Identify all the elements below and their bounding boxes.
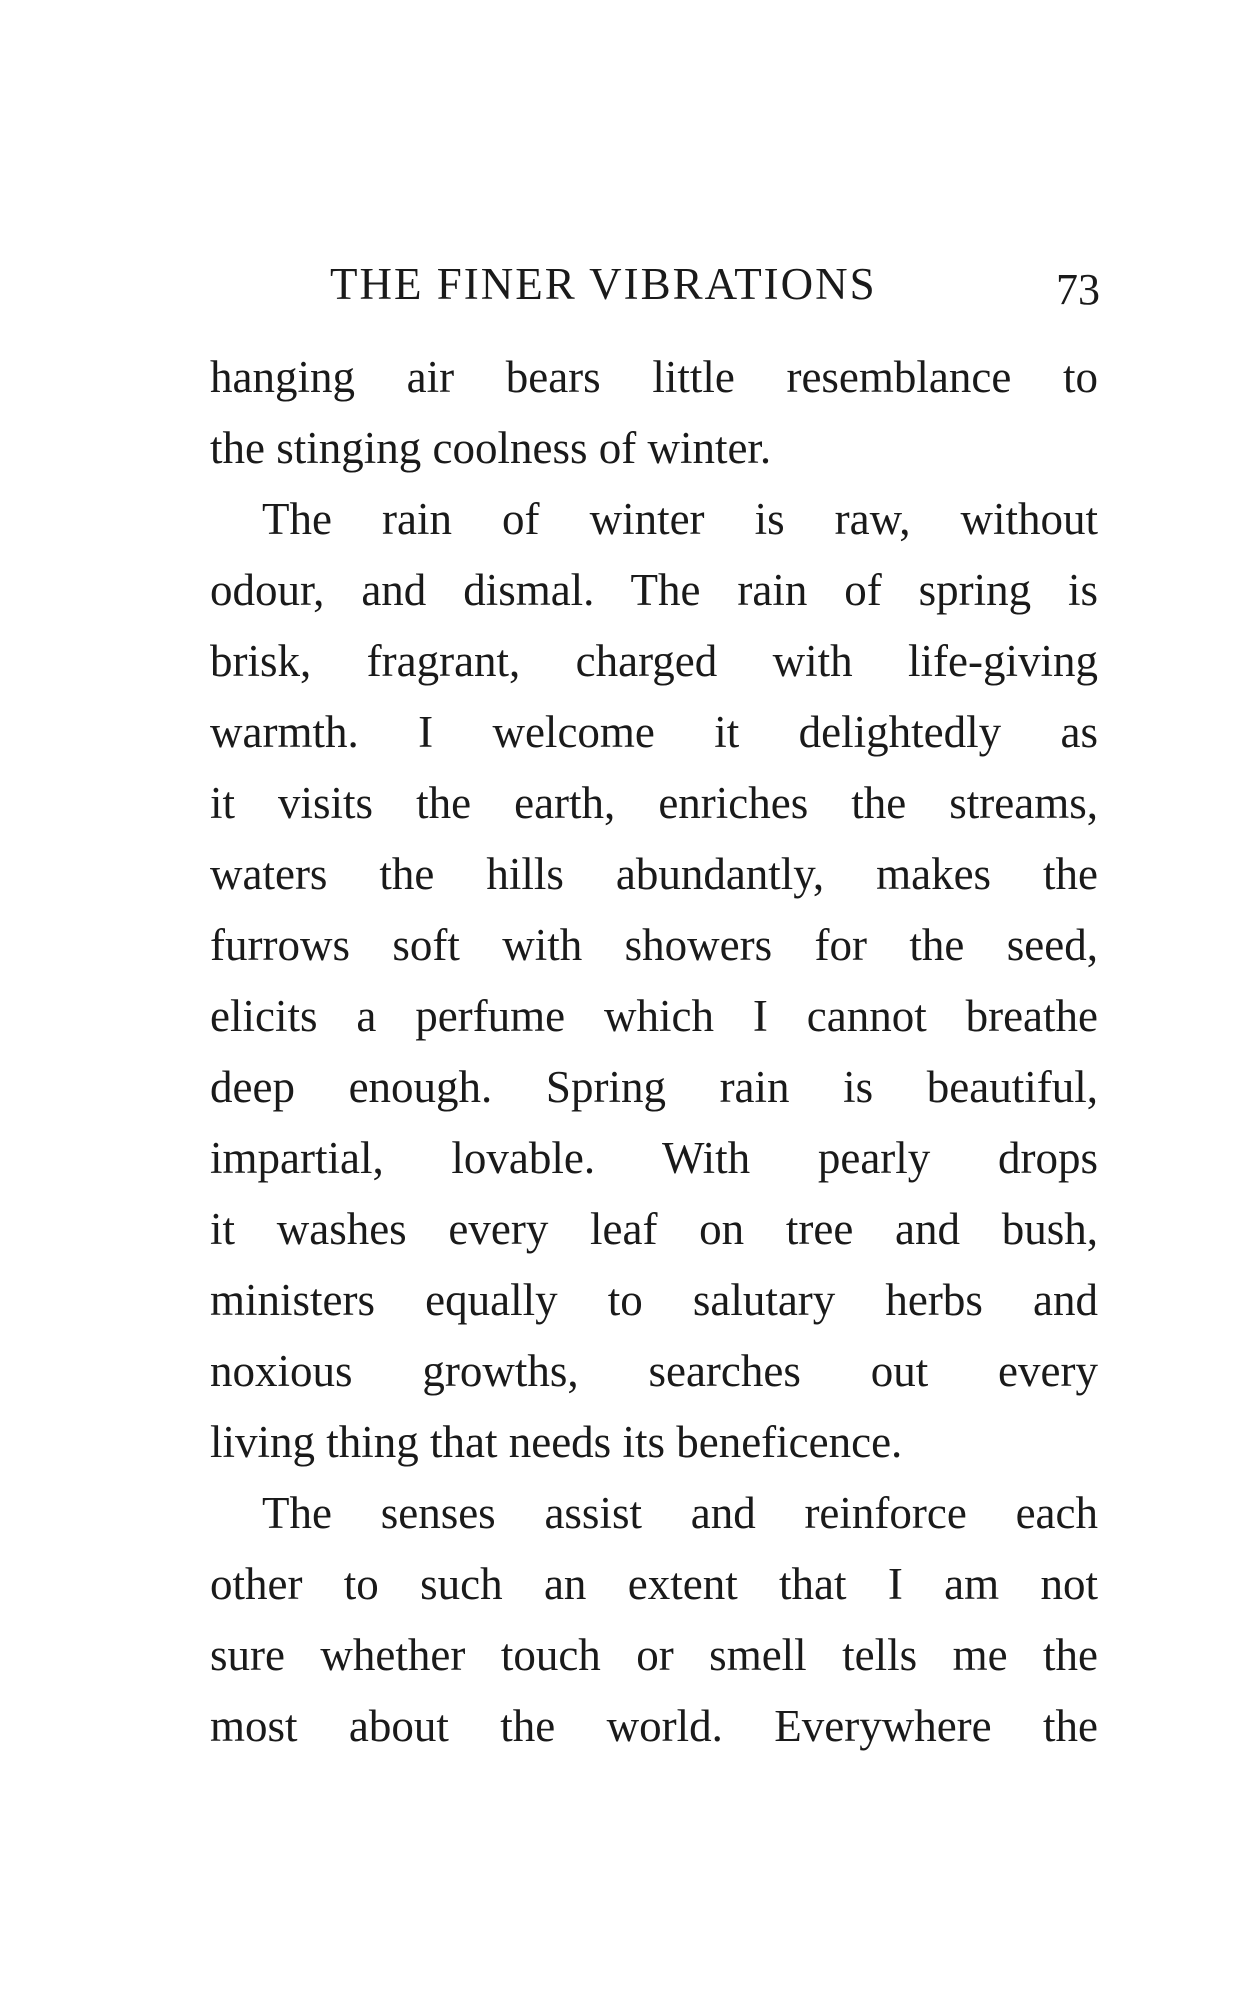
paragraph-1 (210, 342, 1098, 484)
text-line: sure whether touch or smell tells me the (210, 1630, 1098, 1680)
text-line: living thing that needs its beneficence. (210, 1417, 903, 1467)
text-line: The senses assist and reinforce each (262, 1488, 1098, 1538)
text-line: elicits a perfume which I cannot breathe (210, 991, 1098, 1041)
paragraph-3 (210, 1478, 1098, 1762)
text-line: it washes every leaf on tree and bush, (210, 1204, 1098, 1254)
text-line: ministers equally to salutary herbs and (210, 1275, 1098, 1325)
text-line: The rain of winter is raw, without (262, 494, 1098, 544)
text-line: warmth. I welcome it delightedly as (210, 707, 1098, 757)
text-line: brisk, fragrant, charged with life-giving (210, 636, 1098, 686)
body-text (210, 342, 1098, 1762)
text-line: other to such an extent that I am not (210, 1559, 1098, 1609)
running-head (330, 254, 1100, 314)
text-line: most about the world. Everywhere the (210, 1701, 1098, 1751)
page-number: 73 (1056, 265, 1100, 314)
text-line: hanging air bears little resemblance to (210, 352, 1098, 402)
text-line: noxious growths, searches out every (210, 1346, 1098, 1396)
text-line: it visits the earth, enriches the streams, (210, 778, 1098, 828)
text-line: impartial, lovable. With pearly drops (210, 1133, 1098, 1183)
text-line: waters the hills abundantly, makes the (210, 849, 1098, 899)
text-line: the stinging coolness of winter. (210, 423, 772, 473)
running-title: THE FINER VIBRATIONS (330, 259, 877, 309)
text-line: furrows soft with showers for the seed, (210, 920, 1098, 970)
text-line: deep enough. Spring rain is beautiful, (210, 1062, 1098, 1112)
paragraph-2 (210, 484, 1098, 1478)
text-line: odour, and dismal. The rain of spring is (210, 565, 1098, 615)
